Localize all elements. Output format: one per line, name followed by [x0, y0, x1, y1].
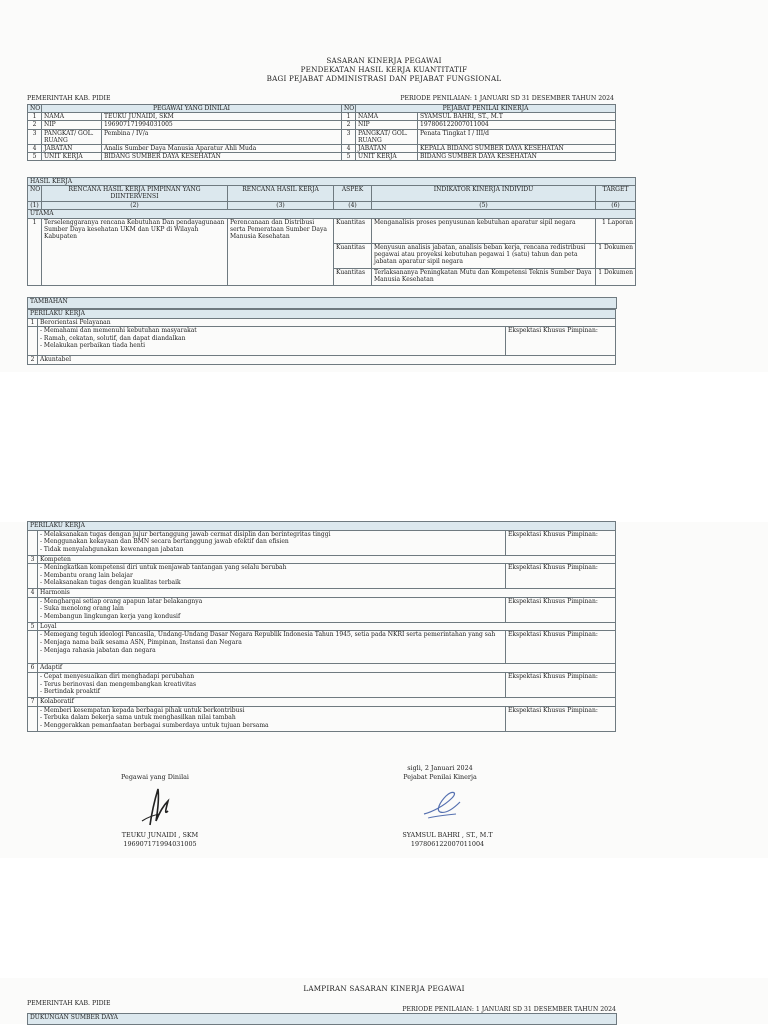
col-num: (5): [372, 202, 596, 210]
perilaku-point: - Meningkatkan kompetensi diri untuk menjawab tantangan yang selalu berubah: [40, 564, 287, 572]
col-no: NO: [28, 186, 42, 202]
perilaku-no: 3: [28, 555, 38, 564]
perilaku-title-row: [28, 318, 616, 327]
row-label-2: NIP: [356, 121, 418, 129]
perilaku-point: - Tidak menyalahgunakan kewenangan jabatan: [40, 545, 184, 553]
perilaku-title: Akuntabel: [38, 356, 616, 365]
identity-row: [28, 145, 616, 153]
right-signature-title: Pejabat Penilai Kinerja: [403, 773, 477, 781]
identity-row: [28, 153, 616, 161]
perilaku-points-row: [28, 327, 616, 356]
perilaku-point: - Bertindak proaktif: [40, 688, 101, 696]
title-line-1: SASARAN KINERJA PEGAWAI: [326, 56, 442, 65]
indikator-text: Terlaksananya Peningkatan Mutu dan Kompetensi Teknis Sumber Daya Manusia Kesehatan: [372, 268, 596, 285]
row-value: Pembina / IV/a: [102, 129, 342, 144]
ekspektasi-cell: Ekspektasi Khusus Pimpinan:: [506, 597, 616, 622]
identity-table: [27, 104, 616, 161]
row-no: 3: [28, 129, 42, 144]
perilaku-points: [38, 597, 506, 622]
item-rencana-pimpinan: Terselenggaranya rencana Kebutuhan Dan pendayagunaan Sumber Daya kesehatan UKM dan UKP di Wilayah Kabupaten: [42, 218, 228, 285]
left-signature-nip: 196907171994031005: [123, 840, 197, 848]
perilaku-point: - Membantu orang lain belajar: [40, 571, 133, 579]
ekspektasi-cell: Ekspektasi Khusus Pimpinan:: [506, 564, 616, 589]
periode-label: PERIODE PENILAIAN: 1 JANUARI SD 31 DESEMBER TAHUN 2024: [400, 95, 614, 102]
perilaku-section: PERILAKU KERJA: [28, 522, 616, 531]
row-value-2: 197806122007011004: [418, 121, 616, 129]
dukungan-label: DUKUNGAN SUMBER DAYA: [30, 1014, 118, 1021]
perilaku-no: 5: [28, 622, 38, 631]
row-label-2: PANGKAT/ GOL. RUANG: [356, 129, 418, 144]
pemerintah-label: PEMERINTAH KAB. PIDIE: [27, 95, 111, 102]
lampiran-title: LAMPIRAN SASARAN KINERJA PEGAWAI: [303, 984, 465, 993]
left-signature: [128, 781, 188, 831]
column-number-row: [28, 202, 636, 210]
indikator-text: Menyusun analisis jabatan, analisis beban kerja, rencana redistribusi pegawai atau proyeksi kebutuhan pegawai 1 (satu) tahun dan peta jabatan aparatur sipil negara: [372, 243, 596, 268]
indikator-aspek: Kuantitas: [334, 243, 372, 268]
perilaku-title-row: [28, 589, 616, 598]
lampiran-pemerintah: PEMERINTAH KAB. PIDIE: [27, 1000, 111, 1007]
hasil-kerja-header-row: [28, 186, 636, 202]
perilaku-title-row: [28, 555, 616, 564]
perilaku-point: - Melaksanakan tugas dengan kualitas terbaik: [40, 579, 181, 587]
page-break: [0, 858, 768, 978]
right-signature-name: SYAMSUL BAHRI , ST., M.T: [402, 831, 493, 839]
row-label: PANGKAT/ GOL. RUANG: [42, 129, 102, 144]
row-no: 1: [28, 113, 42, 121]
row-no: 2: [28, 121, 42, 129]
perilaku-point: - Menjaga nama baik sesama ASN, Pimpinan, Instansi dan Negara: [40, 638, 242, 646]
utama-label: UTAMA: [28, 210, 636, 218]
perilaku-points-row: [28, 631, 616, 664]
perilaku-no: 4: [28, 589, 38, 598]
perilaku-no: 7: [28, 697, 38, 706]
lampiran-periode: PERIODE PENILAIAN: 1 JANUARI SD 31 DESEMBER TAHUN 2024: [402, 1006, 616, 1013]
perilaku-section-row: [28, 522, 616, 531]
item-no: 1: [28, 218, 42, 285]
row-no-2: 4: [342, 145, 356, 153]
row-label-2: JABATAN: [356, 145, 418, 153]
perilaku-point: - Menggerakkan pemanfaatan berbagai sumberdaya untuk tujuan bersama: [40, 721, 269, 729]
perilaku-table-1: [27, 309, 616, 365]
row-no-2: 2: [342, 121, 356, 129]
title-line-3: BAGI PEJABAT ADMINISTRASI DAN PEJABAT FUNGSIONAL: [266, 74, 502, 83]
dukungan-section: [27, 1013, 617, 1025]
perilaku-points-row: [28, 597, 616, 622]
col-num: (1): [28, 202, 42, 210]
row-label: NIP: [42, 121, 102, 129]
row-value-2: BIDANG SUMBER DAYA KESEHATAN: [418, 153, 616, 161]
row-no: 5: [28, 153, 42, 161]
row-label: NAMA: [42, 113, 102, 121]
row-no-2: 5: [342, 153, 356, 161]
title-line-2: PENDEKATAN HASIL KERJA KUANTITATIF: [300, 65, 468, 74]
perilaku-points: [38, 672, 506, 697]
document-title: [0, 56, 768, 83]
utama-row: [28, 210, 636, 218]
row-value: TEUKU JUNAIDI, SKM: [102, 113, 342, 121]
perilaku-title: Berorientasi Pelayanan: [38, 318, 616, 327]
perilaku-point: - Menggunakan kekayaan dan BMN secara bertanggung jawab efektif dan efisien: [40, 538, 289, 546]
perilaku-section: PERILAKU KERJA: [28, 310, 616, 319]
perilaku-points-row: [28, 706, 616, 731]
perilaku-point: - Memberi kesempatan kepada berbagai pihak untuk berkontribusi: [40, 706, 245, 714]
row-value: BIDANG SUMBER DAYA KESEHATAN: [102, 153, 342, 161]
perilaku-title: Kolaboratif: [38, 697, 616, 706]
col-num: (6): [596, 202, 636, 210]
row-no-2: 1: [342, 113, 356, 121]
perilaku-point: - Menjaga rahasia jabatan dan negara: [40, 646, 156, 654]
ekspektasi-cell: Ekspektasi Khusus Pimpinan:: [506, 530, 616, 555]
perilaku-points: [38, 706, 506, 731]
perilaku-points: [38, 327, 506, 356]
perilaku-points: [38, 631, 506, 664]
perilaku-points-row: [28, 564, 616, 589]
col-no: NO: [28, 105, 42, 113]
row-value: 196907171994031005: [102, 121, 342, 129]
perilaku-no: 2: [28, 356, 38, 365]
tambahan-section: [27, 297, 617, 309]
ekspektasi-cell: Ekspektasi Khusus Pimpinan:: [506, 327, 616, 356]
col-rencana-pimpinan: RENCANA HASIL KERJA PIMPINAN YANG DIINTERVENSI: [42, 186, 228, 202]
left-signature-name: TEUKU JUNAIDI , SKM: [121, 831, 199, 839]
item-rencana: Perencanaan dan Distribusi serta Pemerataan Sumber Daya Manusia Kesehatan: [228, 218, 334, 285]
indikator-target: 1 Dokumen: [596, 268, 636, 285]
row-value-2: Penata Tingkat I / III/d: [418, 129, 616, 144]
pegawai-header: PEGAWAI YANG DINILAI: [42, 105, 342, 113]
indikator-row: [28, 218, 636, 243]
left-signature-title: Pegawai yang Dinilai: [121, 773, 189, 781]
hasil-kerja-section: HASIL KERJA: [28, 178, 636, 186]
col-num: (4): [334, 202, 372, 210]
perilaku-points-row: [28, 530, 616, 555]
perilaku-title-row: [28, 697, 616, 706]
col-indikator: INDIKATOR KINERJA INDIVIDU: [372, 186, 596, 202]
indikator-target: 1 Dokumen: [596, 243, 636, 268]
col-target: TARGET: [596, 186, 636, 202]
perilaku-point: - Suka menolong orang lain: [40, 605, 124, 613]
indikator-aspek: Kuantitas: [334, 218, 372, 243]
perilaku-title-row: [28, 356, 616, 365]
col-num: (2): [42, 202, 228, 210]
perilaku-title: Loyal: [38, 622, 616, 631]
row-label-2: NAMA: [356, 113, 418, 121]
row-label: JABATAN: [42, 145, 102, 153]
perilaku-point: - Terus berinovasi dan mengembangkan kreativitas: [40, 680, 197, 688]
perilaku-point: - Cepat menyesuaikan diri menghadapi perubahan: [40, 672, 195, 680]
col-aspek: ASPEK: [334, 186, 372, 202]
identity-header-row: [28, 105, 616, 113]
row-value-2: SYAMSUL BAHRI, ST., M.T: [418, 113, 616, 121]
perilaku-point: - Memegang teguh ideologi Pancasila, Undang-Undang Dasar Negara Republik Indonesia Tahun 1945, setia pada NKRI serta pemerintahan yang sah: [40, 631, 496, 639]
perilaku-points: [38, 530, 506, 555]
hasil-kerja-table: [27, 177, 636, 286]
row-no: 4: [28, 145, 42, 153]
perilaku-no: 6: [28, 664, 38, 673]
indikator-text: Menganalisis proses penyusunan kebutuhan aparatur sipil negara: [372, 218, 596, 243]
signature-place-date: sigli, 2 Januari 2024: [407, 764, 473, 772]
perilaku-point: - Membangun lingkungan kerja yang kondusif: [40, 612, 181, 620]
right-signature-nip: 197806122007011004: [410, 840, 485, 848]
identity-row: [28, 113, 616, 121]
ekspektasi-cell: Ekspektasi Khusus Pimpinan:: [506, 672, 616, 697]
perilaku-point: - Memahami dan memenuhi kebutuhan masyarakat: [40, 327, 197, 335]
tambahan-label: TAMBAHAN: [30, 298, 68, 305]
indikator-aspek: Kuantitas: [334, 268, 372, 285]
right-signature: [418, 788, 468, 822]
perilaku-title-row: [28, 664, 616, 673]
identity-row: [28, 121, 616, 129]
page-break: [0, 372, 768, 522]
perilaku-points-row: [28, 672, 616, 697]
perilaku-title: Harmonis: [38, 589, 616, 598]
col-no-2: NO: [342, 105, 356, 113]
perilaku-point: - Melaksanakan tugas dengan jujur bertanggung jawab cermat disiplin dan berintegritas tinggi: [40, 530, 331, 538]
perilaku-point: - Melakukan perbaikan tiada henti: [40, 342, 146, 350]
row-label-2: UNIT KERJA: [356, 153, 418, 161]
hasil-kerja-section-row: [28, 178, 636, 186]
perilaku-no: 1: [28, 318, 38, 327]
perilaku-point: - Ramah, cekatan, solutif, dan dapat diandalkan: [40, 334, 186, 342]
indikator-target: 1 Laporan: [596, 218, 636, 243]
ekspektasi-cell: Ekspektasi Khusus Pimpinan:: [506, 631, 616, 664]
row-label: UNIT KERJA: [42, 153, 102, 161]
perilaku-section-row: [28, 310, 616, 319]
row-no-2: 3: [342, 129, 356, 144]
col-rencana: RENCANA HASIL KERJA: [228, 186, 334, 202]
row-value: Analis Sumber Daya Manusia Aparatur Ahli Muda: [102, 145, 342, 153]
row-value-2: KEPALA BIDANG SUMBER DAYA KESEHATAN: [418, 145, 616, 153]
perilaku-points: [38, 564, 506, 589]
col-num: (3): [228, 202, 334, 210]
perilaku-title: Kompeten: [38, 555, 616, 564]
perilaku-table-2: [27, 521, 616, 732]
identity-row: [28, 129, 616, 144]
perilaku-point: - Terbuka dalam bekerja sama untuk menghasilkan nilai tambah: [40, 714, 236, 722]
perilaku-title: Adaptif: [38, 664, 616, 673]
ekspektasi-cell: Ekspektasi Khusus Pimpinan:: [506, 706, 616, 731]
perilaku-point: - Menghargai setiap orang apapun latar belakangnya: [40, 597, 203, 605]
pejabat-header: PEJABAT PENILAI KINERJA: [356, 105, 616, 113]
perilaku-title-row: [28, 622, 616, 631]
